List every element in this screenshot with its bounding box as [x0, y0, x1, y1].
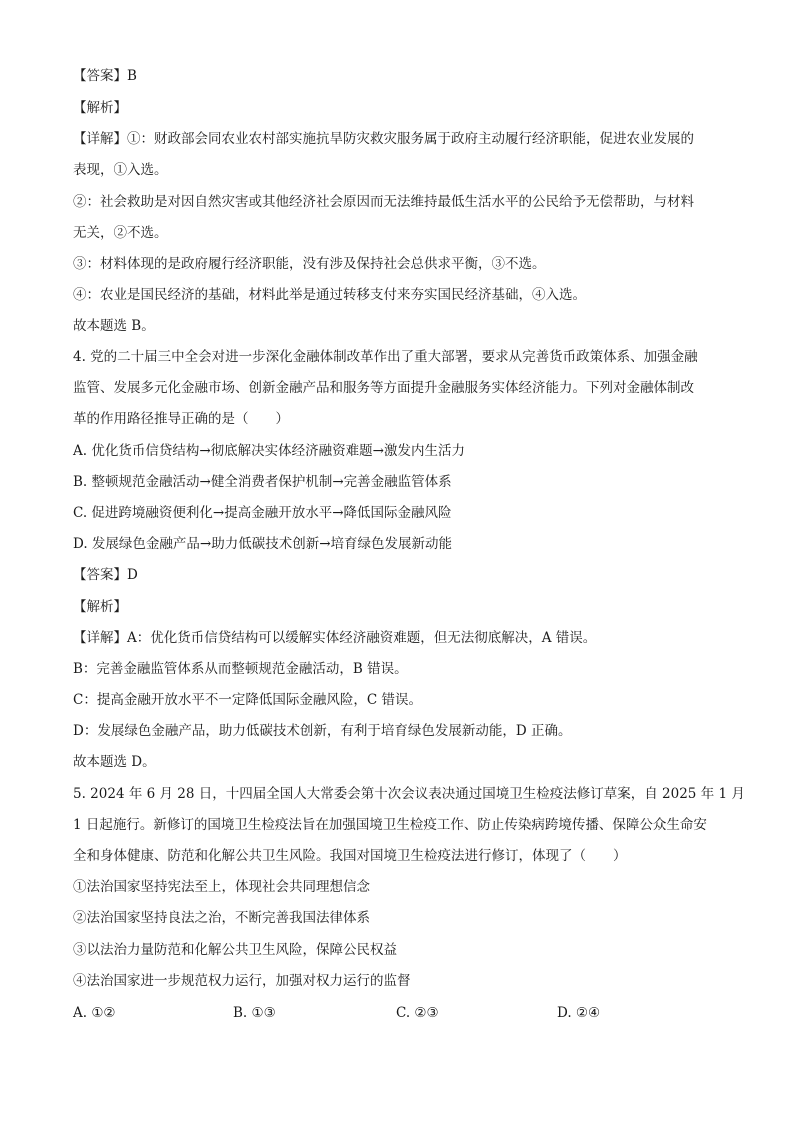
q3-detail-line: 表现，①入选。 [73, 162, 168, 178]
q5-stem-line: 全和身体健康、防范和化解公共卫生风险。我国对国境卫生检疫法进行修订，体现了（ ） [73, 848, 627, 864]
q5-statement-2: ②法治国家坚持良法之治，不断完善我国法律体系 [73, 910, 370, 926]
q4-analysis-heading: 【解析】 [73, 599, 127, 615]
q4-answer: 【答案】D [73, 567, 138, 583]
q3-detail-line: ④：农业是国民经济的基础，材料此举是通过转移支付来夯实国民经济基础，④入选。 [73, 287, 586, 303]
q3-analysis-heading: 【解析】 [73, 100, 127, 116]
q5-stem-line: 5. 2024 年 6 月 28 日，十四届全国人大常委会第十次会议表决通过国境卫生检疫法修订草案，自 2025 年 1 月 [73, 786, 745, 802]
q3-detail-line: 【详解】①：财政部会同农业农村部实施抗旱防灾救灾服务属于政府主动履行经济职能，促进农业发展的 [73, 131, 694, 147]
q4-detail-line: D：发展绿色金融产品，助力低碳技术创新，有利于培育绿色发展新动能，D 正确。 [73, 723, 572, 739]
q4-option-c: C. 促进跨境融资便利化→提高金融开放水平→降低国际金融风险 [73, 505, 452, 521]
q5-statement-4: ④法治国家进一步规范权力运行，加强对权力运行的监督 [73, 973, 411, 989]
q4-detail-line: 【详解】A：优化货币信贷结构可以缓解实体经济融资难题，但无法彻底解决，A 错误。 [73, 630, 597, 646]
q4-option-a: A. 优化货币信贷结构→彻底解决实体经济融资难题→激发内生活力 [73, 443, 465, 459]
q5-stem-line: 1 日起施行。新修订的国境卫生检疫法旨在加强国境卫生检疫工作、防止传染病跨境传播、保障公众生命安 [73, 817, 707, 833]
q4-option-d: D. 发展绿色金融产品→助力低碳技术创新→培育绿色发展新动能 [73, 536, 453, 552]
q5-option-d: D. ②④ [557, 1005, 601, 1021]
q5-option-a: A. ①② [73, 1005, 116, 1021]
q3-conclusion: 故本题选 B。 [73, 318, 155, 334]
q3-detail-line: ②：社会救助是对因自然灾害或其他经济社会原因而无法维持最低生活水平的公民给予无偿帮助，与材料 [73, 194, 694, 210]
q5-statement-3: ③以法治力量防范和化解公共卫生风险，保障公民权益 [73, 942, 397, 958]
q3-detail-line: ③：材料体现的是政府履行经济职能，没有涉及保持社会总供求平衡，③不选。 [73, 256, 546, 272]
q5-option-b: B. ①③ [233, 1005, 276, 1021]
q3-answer: 【答案】B [73, 68, 137, 84]
q4-stem-line: 4. 党的二十届三中全会对进一步深化金融体制改革作出了重大部署，要求从完善货币政策体系、加强金融 [73, 349, 698, 365]
q4-detail-line: C：提高金融开放水平不一定降低国际金融风险，C 错误。 [73, 692, 422, 708]
q5-statement-1: ①法治国家坚持宪法至上，体现社会共同理想信念 [73, 879, 370, 895]
q4-stem-line: 革的作用路径推导正确的是（ ） [73, 411, 289, 427]
q4-detail-line: B：完善金融监管体系从而整顿规范金融活动，B 错误。 [73, 661, 408, 677]
q4-stem-line: 监管、发展多元化金融市场、创新金融产品和服务等方面提升金融服务实体经济能力。下列对金融体制改 [73, 380, 694, 396]
q3-detail-line: 无关，②不选。 [73, 225, 168, 241]
q5-option-c: C. ②③ [396, 1005, 439, 1021]
q4-conclusion: 故本题选 D。 [73, 754, 156, 770]
q4-option-b: B. 整顿规范金融活动→健全消费者保护机制→完善金融监管体系 [73, 474, 452, 490]
